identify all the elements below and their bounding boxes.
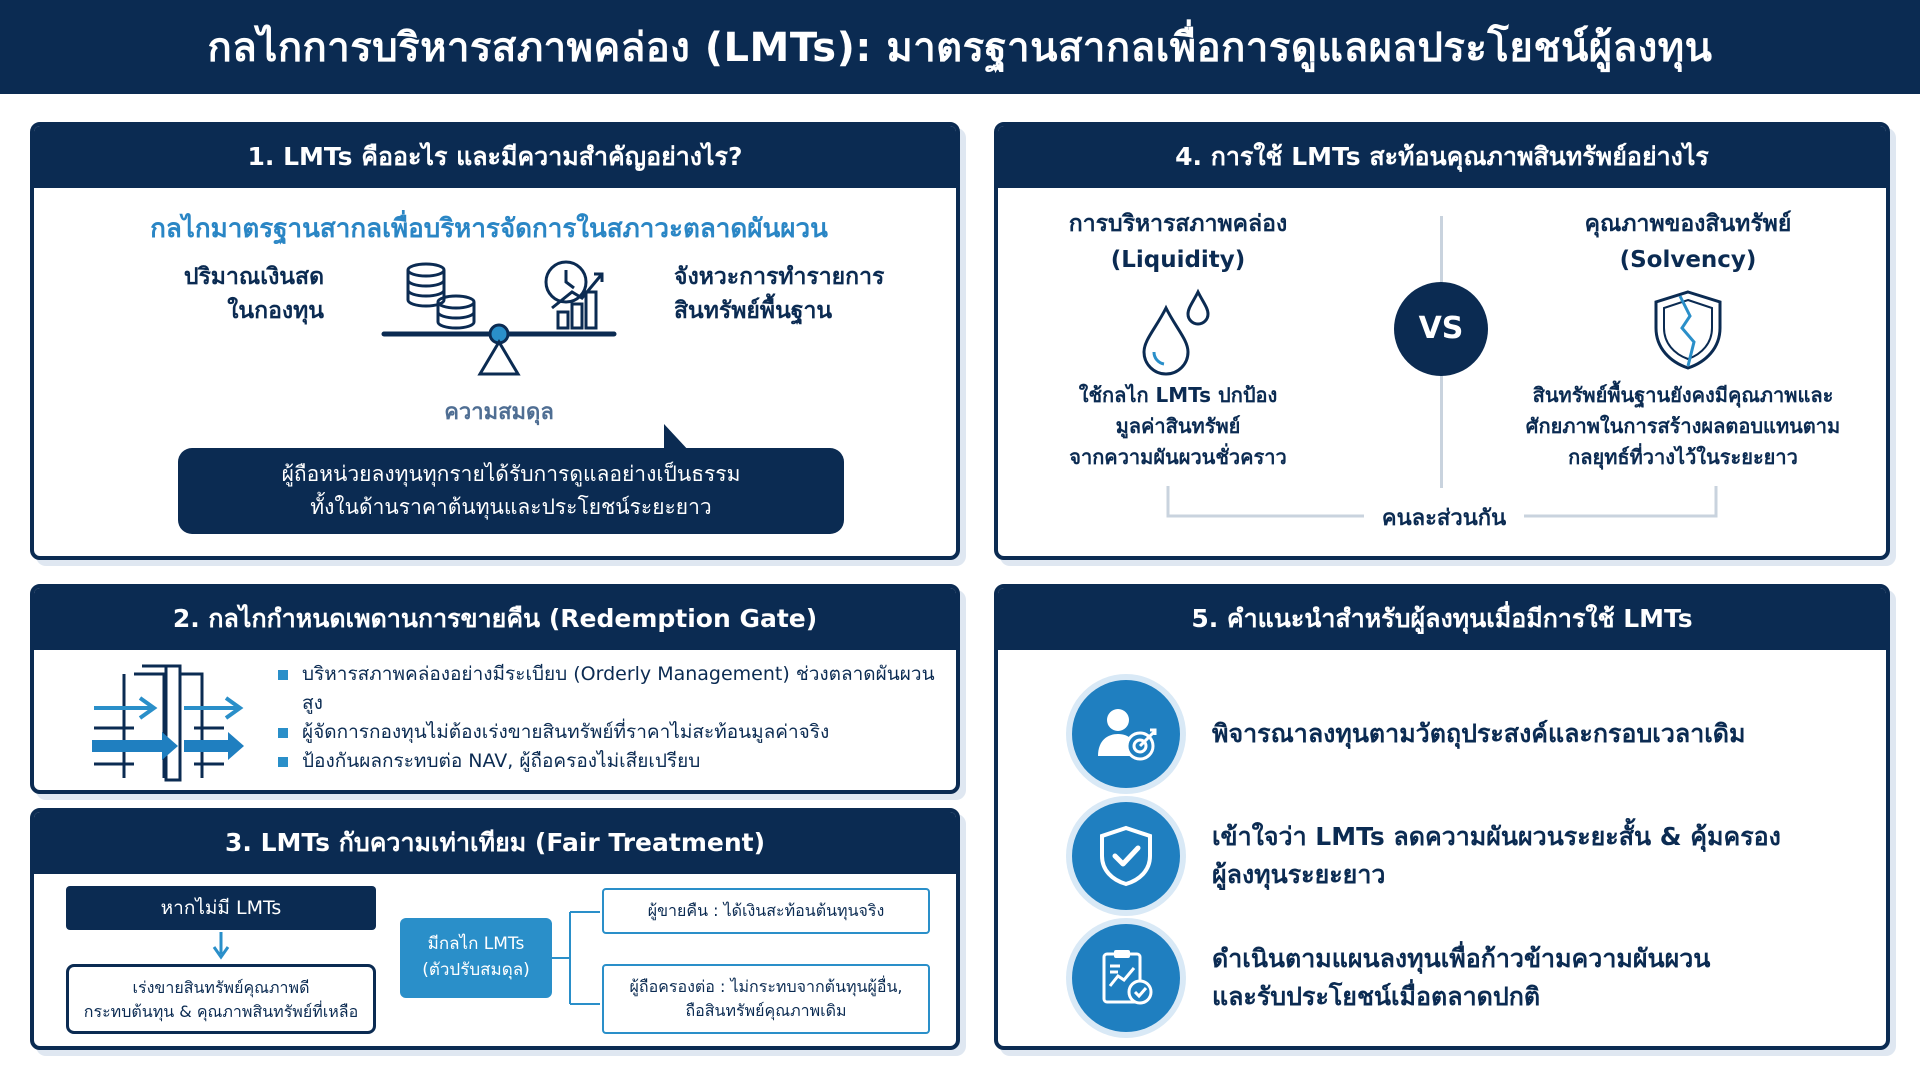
section-1-card <box>30 122 960 560</box>
timing-label-line-1: จังหวะการทำรายการ <box>674 264 885 290</box>
liquidity-text-line-1: ใช้กลไก LMTs ปกป้อง <box>1078 383 1278 407</box>
bullet-item-orderly: บริหารสภาพคล่องอย่างมีระเบียบ (Orderly Management) ช่วงตลาดผันผวนสูง <box>274 660 944 718</box>
recommendation-3-line-1: ดำเนินตามแผนลงทุนเพื่อก้าวข้ามความผันผวน <box>1212 944 1711 973</box>
holder-outcome-box <box>602 964 930 1034</box>
seller-outcome-box: ผู้ขายคืน : ได้เงินสะท้อนต้นทุนจริง <box>602 888 930 934</box>
section-2-bullet-list <box>274 660 944 776</box>
redemption-gate-icon <box>84 656 254 784</box>
down-arrow-icon <box>211 932 231 962</box>
timing-label-line-2: สินทรัพย์พื้นฐาน <box>674 298 833 324</box>
investor-target-icon <box>1072 680 1180 788</box>
section-4-heading: 4. การใช้ LMTs สะท้อนคุณภาพสินทรัพย์อย่างไร <box>998 126 1886 188</box>
without-result-line-2: กระทบต้นทุน & คุณภาพสินทรัพย์ที่เหลือ <box>83 1002 359 1021</box>
recommendation-text <box>1212 940 1710 1016</box>
clipboard-chart-icon <box>1072 924 1180 1032</box>
solvency-text-line-1: สินทรัพย์พื้นฐานยังคงมีคุณภาพและ <box>1532 383 1834 407</box>
without-result-line-1: เร่งขายสินทรัพย์คุณภาพดี <box>132 978 310 997</box>
liquidity-text-line-2: มูลค่าสินทรัพย์ <box>1115 414 1241 438</box>
callout-line-2: ทั้งในด้านราคาต้นทุนและประโยชน์ระยะยาว <box>310 495 712 519</box>
liquidity-title <box>1028 206 1328 278</box>
section-2-heading: 2. กลไกกำหนดเพดานการขายคืน (Redemption Gate) <box>34 588 956 650</box>
with-lmts-box <box>400 918 552 998</box>
solvency-title-line-1: คุณภาพของสินทรัพย์ <box>1584 211 1792 237</box>
bracket-connector <box>552 908 600 1012</box>
recommendation-item <box>1072 802 1781 910</box>
section-1-heading: 1. LMTs คืออะไร และมีความสำคัญอย่างไร? <box>34 126 956 188</box>
cash-label <box>94 260 324 328</box>
shield-check-icon <box>1072 802 1180 910</box>
page-title: กลไกการบริหารสภาพคล่อง (LMTs): มาตรฐานสากลเพื่อการดูแลผลประโยชน์ผู้ลงทุน <box>207 25 1713 71</box>
section-5-heading: 5. คำแนะนำสำหรับผู้ลงทุนเมื่อมีการใช้ LMTs <box>998 588 1886 650</box>
title-bar <box>0 0 1920 94</box>
liquidity-text-line-3: จากความผันผวนชั่วคราว <box>1069 445 1287 469</box>
liquidity-title-line-1: การบริหารสภาพคล่อง <box>1068 211 1288 237</box>
fair-treatment-callout <box>178 448 844 534</box>
section-4-card <box>994 122 1890 560</box>
section-3-heading: 3. LMTs กับความเท่าเทียม (Fair Treatment) <box>34 812 956 874</box>
recommendation-2-line-2: ผู้ลงทุนระยะยาว <box>1212 860 1386 889</box>
holder-outcome-line-2: ถือสินทรัพย์คุณภาพเดิม <box>685 1001 847 1020</box>
section-1-subtitle: กลไกมาตรฐานสากลเพื่อบริหารจัดการในสภาวะตลาดผันผวน <box>150 214 828 244</box>
cash-label-line-1: ปริมาณเงินสด <box>183 264 324 290</box>
recommendation-item <box>1072 924 1710 1032</box>
recommendation-2-line-1: เข้าใจว่า LMTs ลดความผันผวนระยะสั้น & คุ้มครอง <box>1212 822 1781 851</box>
section-2-card <box>30 584 960 794</box>
recommendation-1-line-1: พิจารณาลงทุนตามวัตถุประสงค์และกรอบเวลาเดิม <box>1212 719 1746 748</box>
cracked-shield-icon <box>1650 288 1726 372</box>
vs-badge: VS <box>1394 282 1488 376</box>
with-lmts-line-1: มีกลไก LMTs <box>427 934 525 954</box>
solvency-title-line-2: (Solvency) <box>1619 247 1757 273</box>
solvency-text-line-3: กลยุทธ์ที่วางไว้ในระยะยาว <box>1568 445 1798 469</box>
holder-outcome-line-1: ผู้ถือครองต่อ : ไม่กระทบจากต้นทุนผู้อื่น, <box>629 977 903 996</box>
bullet-item-no-forced-selling: ผู้จัดการกองทุนไม่ต้องเร่งขายสินทรัพย์ที่ราคาไม่สะท้อนมูลค่าจริง <box>274 718 944 747</box>
separate-parts-label: คนละส่วนกัน <box>1381 506 1507 531</box>
recommendation-text <box>1212 818 1781 894</box>
solvency-title <box>1528 206 1848 278</box>
callout-line-1: ผู้ถือหน่วยลงทุนทุกรายได้รับการดูแลอย่างเป็นธรรม <box>281 462 741 486</box>
liquidity-title-line-2: (Liquidity) <box>1110 247 1246 273</box>
balance-scale-icon <box>374 256 624 386</box>
solvency-text-line-2: ศักยภาพในการสร้างผลตอบแทนตาม <box>1525 414 1841 438</box>
liquidity-text <box>1018 380 1338 473</box>
recommendation-item <box>1072 680 1746 788</box>
with-lmts-line-2: (ตัวปรับสมดุล) <box>422 960 530 980</box>
without-lmts-box: หากไม่มี LMTs <box>66 886 376 930</box>
water-drop-icon <box>1138 288 1218 376</box>
solvency-text <box>1478 380 1888 473</box>
balance-label: ความสมดุล <box>444 400 554 425</box>
section-5-card <box>994 584 1890 1050</box>
without-lmts-result <box>66 964 376 1034</box>
bullet-item-nav-protection: ป้องกันผลกระทบต่อ NAV, ผู้ถือครองไม่เสียเปรียบ <box>274 747 944 776</box>
cash-label-line-2: ในกองทุน <box>227 298 324 324</box>
recommendation-text <box>1212 715 1746 753</box>
recommendation-3-line-2: และรับประโยชน์เมื่อตลาดปกติ <box>1212 982 1541 1011</box>
timing-label <box>674 260 934 328</box>
section-3-card <box>30 808 960 1050</box>
